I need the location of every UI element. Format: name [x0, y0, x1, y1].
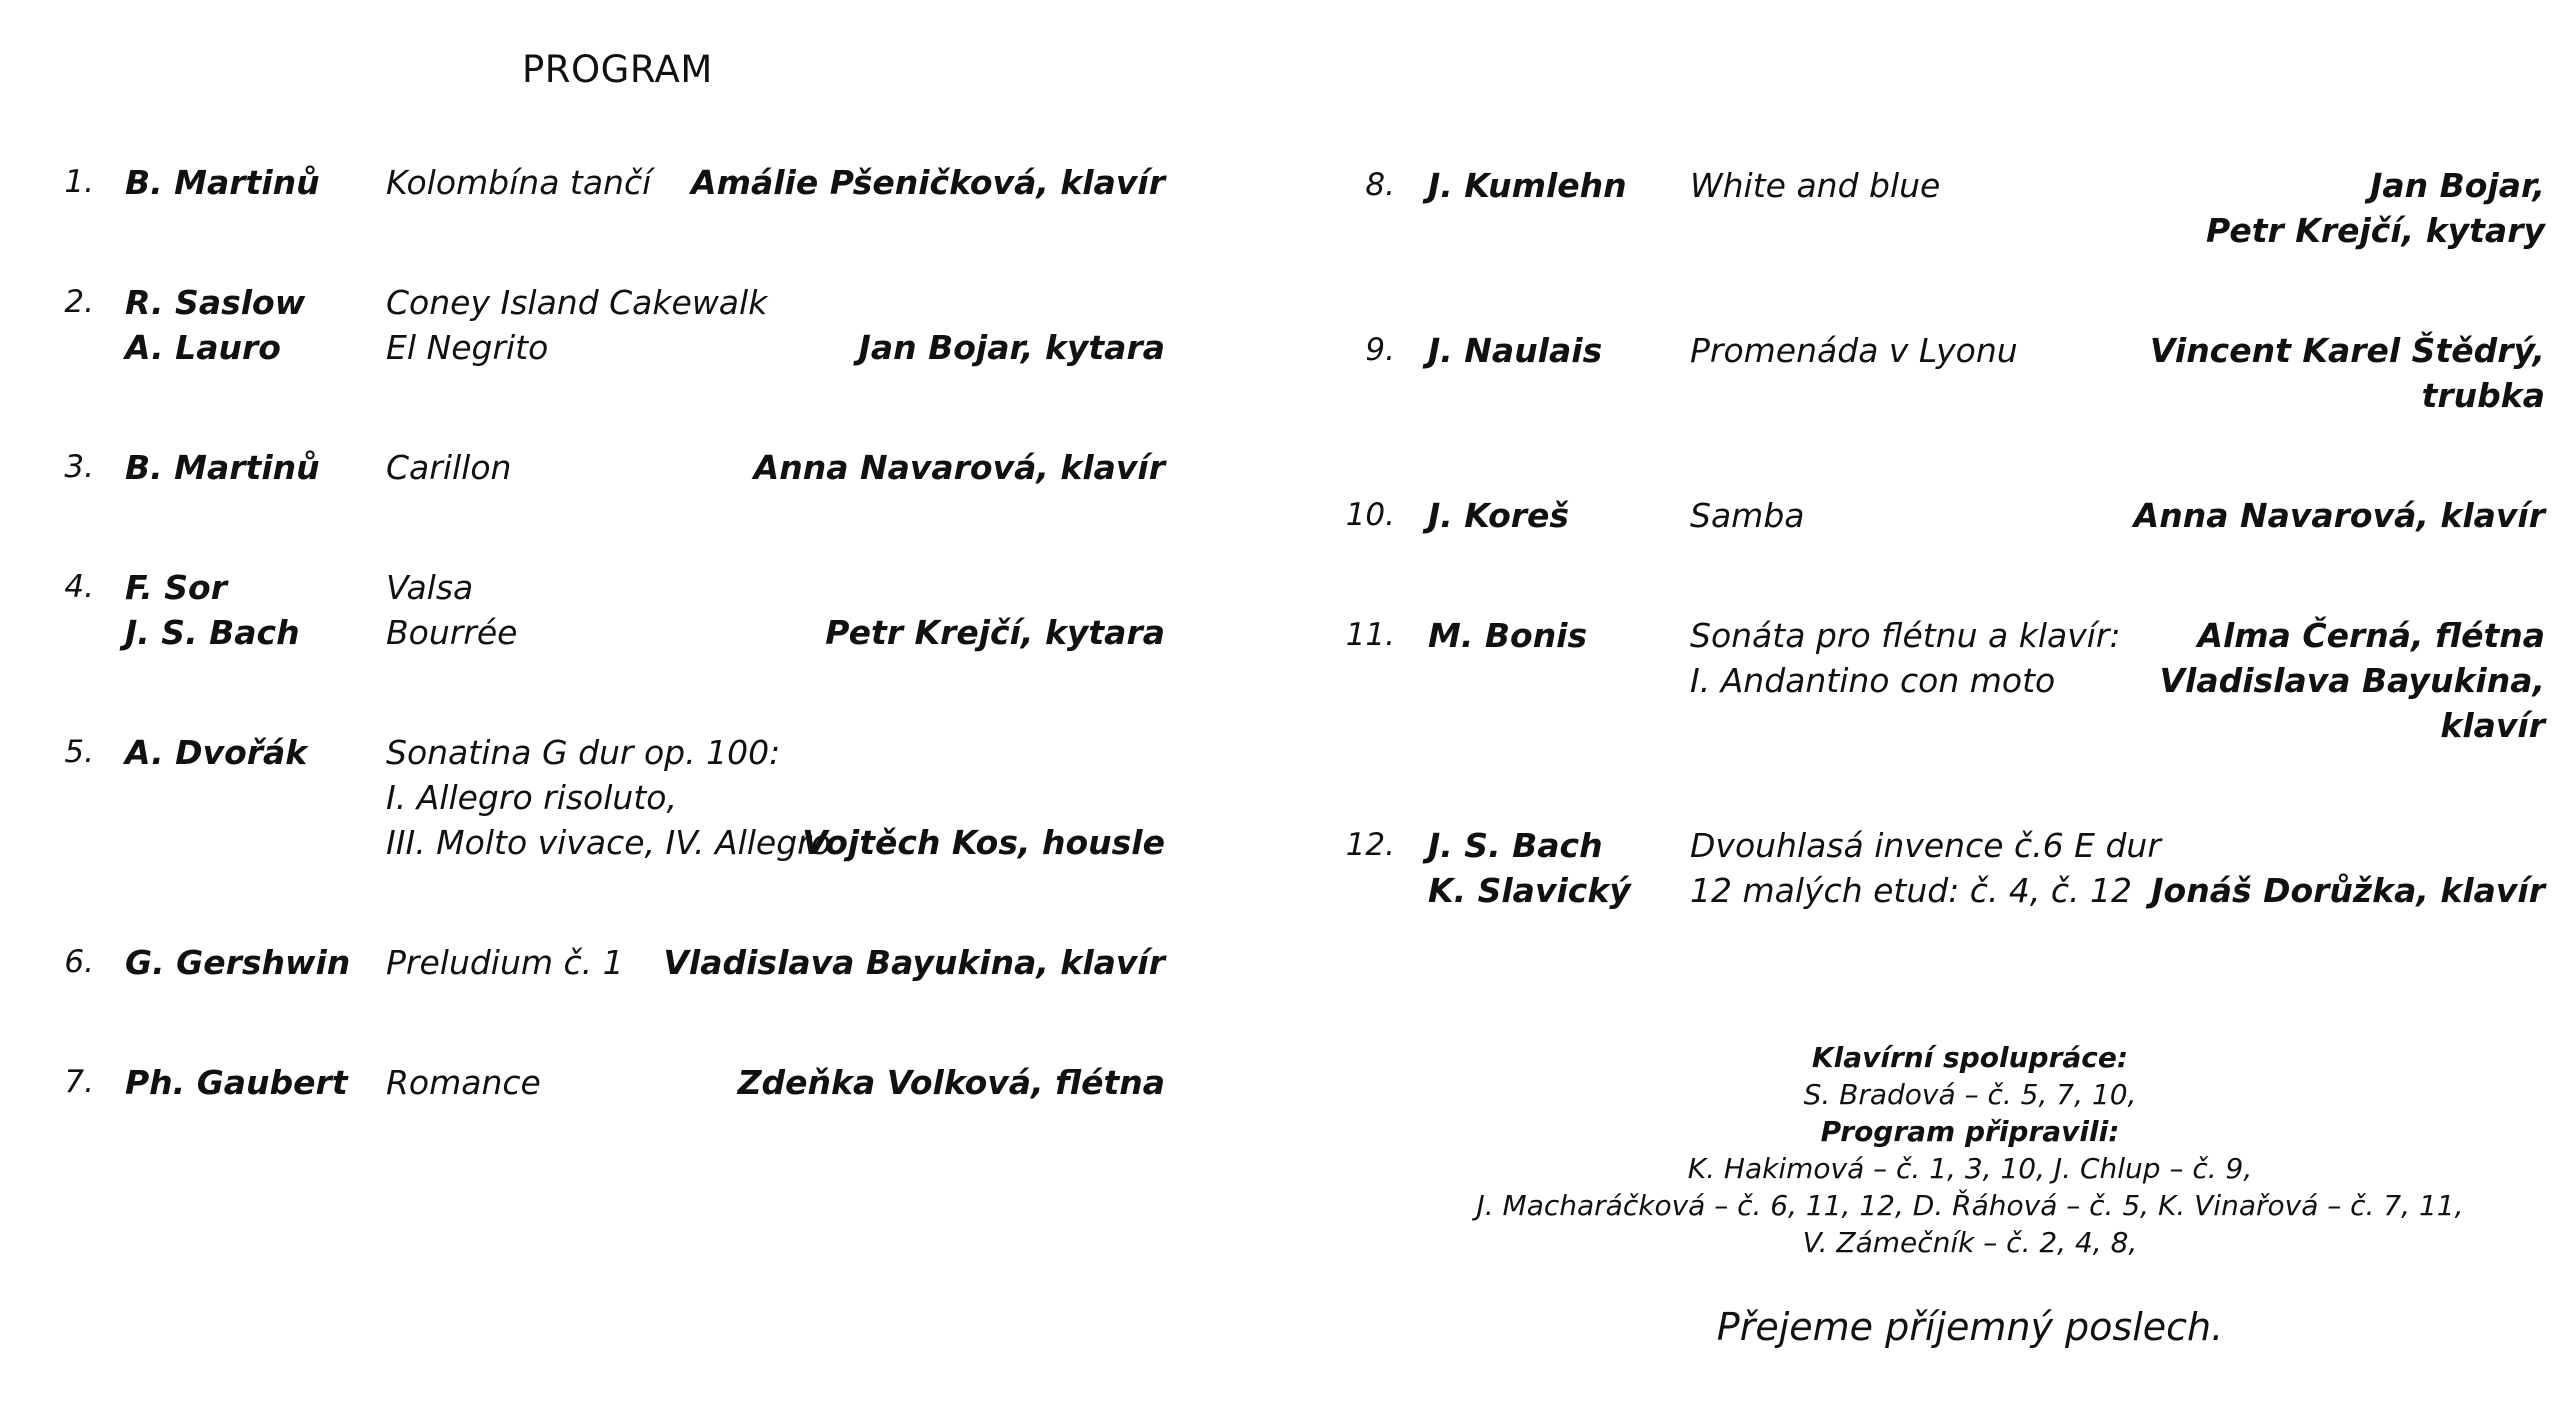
- performer-line: klavír: [2440, 706, 2545, 745]
- composer-line: G. Gershwin: [125, 943, 351, 982]
- performers: [825, 565, 1165, 655]
- performer-line: Jan Bojar,: [2370, 166, 2545, 205]
- pieces: [1690, 613, 2121, 703]
- performers: [802, 730, 1165, 865]
- piece-line: I. Allegro risoluto,: [386, 778, 677, 817]
- performer-line: Vladislava Bayukina, klavír: [663, 943, 1165, 982]
- piano-cooperation-line: S. Bradová – č. 5, 7, 10,: [1803, 1078, 2137, 1111]
- composers: [1428, 163, 1627, 208]
- composer-line: M. Bonis: [1428, 616, 1588, 655]
- item-number: 10.: [1345, 497, 1395, 533]
- prepared-by-heading: Program připravili:: [1820, 1115, 2120, 1148]
- piece-line: Sonáta pro flétnu a klavír:: [1690, 616, 2121, 655]
- performers: [2134, 493, 2545, 538]
- composer-line: J. Kumlehn: [1428, 166, 1627, 205]
- performer-line: [859, 280, 1165, 325]
- performers: [691, 160, 1165, 205]
- pieces: [386, 730, 831, 865]
- pieces: [1690, 328, 2018, 373]
- piece-line: El Negrito: [386, 328, 549, 367]
- prepared-by-line: K. Hakimová – č. 1, 3, 10, J. Chlup – č. 9,: [1687, 1152, 2253, 1185]
- item-number: 6.: [64, 944, 94, 980]
- performer-line: Vojtěch Kos, housle: [802, 823, 1165, 862]
- pieces: [1690, 823, 2161, 913]
- piece-line: Coney Island Cakewalk: [386, 283, 768, 322]
- performer-line: Amálie Pšeničková, klavír: [691, 163, 1165, 202]
- composers: [1428, 613, 1587, 658]
- performer-line: [825, 565, 1165, 610]
- performer-line: Jonáš Dorůžka, klavír: [2151, 871, 2545, 910]
- item-number: 3.: [64, 449, 94, 485]
- item-number: 9.: [1365, 332, 1395, 368]
- performers: [738, 1060, 1165, 1105]
- composer-line: F. Sor: [125, 568, 227, 607]
- performer-line: Petr Krejčí, kytary: [2206, 211, 2545, 250]
- pieces: [386, 160, 651, 205]
- item-number: 11.: [1345, 617, 1395, 653]
- credits-block: [1460, 1039, 2480, 1261]
- composers: [125, 445, 320, 490]
- performers: [2206, 163, 2545, 253]
- composers: [125, 940, 350, 985]
- piece-line: I. Andantino con moto: [1690, 661, 2056, 700]
- performer-line: Zdeňka Volková, flétna: [737, 1063, 1165, 1102]
- item-number: 7.: [64, 1064, 94, 1100]
- piece-line: Promenáda v Lyonu: [1690, 331, 2018, 370]
- item-number: 8.: [1365, 167, 1395, 203]
- composers: [125, 160, 320, 205]
- performer-line: [802, 730, 1165, 775]
- piece-line: Bourrée: [386, 613, 518, 652]
- pieces: [386, 940, 624, 985]
- performer-line: Anna Navarová, klavír: [2133, 496, 2545, 535]
- composers: [1428, 328, 1602, 373]
- item-number: 1.: [64, 164, 94, 200]
- performer-line: Petr Krejčí, kytara: [825, 613, 1165, 652]
- prepared-by-line: J. Macharáčková – č. 6, 11, 12, D. Řáhová – č. 5, K. Vinařová – č. 7, 11,: [1476, 1189, 2464, 1222]
- composer-line: K. Slavický: [1428, 871, 1631, 910]
- composer-line: J. S. Bach: [1428, 826, 1603, 865]
- pieces: [386, 445, 511, 490]
- piece-line: Sonatina G dur op. 100:: [386, 733, 781, 772]
- piano-cooperation-heading: Klavírní spolupráce:: [1811, 1041, 2129, 1074]
- piece-line: Samba: [1690, 496, 1805, 535]
- pieces: [386, 1060, 541, 1105]
- item-number: 4.: [64, 569, 94, 605]
- pieces: [386, 280, 767, 370]
- performers: [754, 445, 1165, 490]
- performer-line: Anna Navarová, klavír: [753, 448, 1165, 487]
- composers: [125, 565, 300, 655]
- composer-line: A. Dvořák: [125, 733, 308, 772]
- piece-line: 12 malých etud: č. 4, č. 12: [1690, 871, 2133, 910]
- program-title: PROGRAM: [522, 48, 713, 91]
- composers: [125, 730, 307, 775]
- performer-line: [2151, 823, 2545, 868]
- performer-line: Vincent Karel Štědrý,: [2149, 331, 2545, 370]
- item-number: 12.: [1345, 827, 1395, 863]
- item-number: 5.: [64, 734, 94, 770]
- composers: [125, 1060, 348, 1105]
- performers: [859, 280, 1165, 370]
- composers: [1428, 493, 1569, 538]
- piece-line: Kolombína tančí: [386, 163, 652, 202]
- performer-line: Vladislava Bayukina,: [2159, 661, 2545, 700]
- prepared-by-line: V. Zámečník – č. 2, 4, 8,: [1802, 1226, 2138, 1259]
- performers: [2159, 613, 2545, 748]
- performer-line: trubka: [2421, 376, 2545, 415]
- piece-line: Preludium č. 1: [386, 943, 624, 982]
- piece-line: White and blue: [1690, 166, 1941, 205]
- performers: [663, 940, 1165, 985]
- composer-line: A. Lauro: [125, 328, 281, 367]
- piece-line: Romance: [386, 1063, 541, 1102]
- performers: [2151, 823, 2545, 913]
- performer-line: Alma Černá, flétna: [2197, 616, 2545, 655]
- composers: [125, 280, 305, 370]
- pieces: [1690, 493, 1805, 538]
- performers: [2150, 328, 2545, 418]
- performer-line: Jan Bojar, kytara: [858, 328, 1165, 367]
- performer-line: [802, 775, 1165, 820]
- item-number: 2.: [64, 284, 94, 320]
- composer-line: R. Saslow: [125, 283, 306, 322]
- piece-line: Carillon: [386, 448, 512, 487]
- pieces: [1690, 163, 1940, 208]
- piece-line: Valsa: [386, 568, 474, 607]
- closing-wish: Přejeme příjemný poslech.: [1716, 1305, 2224, 1349]
- piece-line: Dvouhlasá invence č.6 E dur: [1690, 826, 2161, 865]
- composer-line: B. Martinů: [125, 163, 320, 202]
- composer-line: J. Koreš: [1428, 496, 1570, 535]
- composer-line: B. Martinů: [125, 448, 320, 487]
- composers: [1428, 823, 1631, 913]
- composer-line: Ph. Gaubert: [125, 1063, 348, 1102]
- pieces: [386, 565, 517, 655]
- composer-line: J. S. Bach: [125, 613, 300, 652]
- piece-line: III. Molto vivace, IV. Allegro: [386, 823, 831, 862]
- composer-line: J. Naulais: [1428, 331, 1603, 370]
